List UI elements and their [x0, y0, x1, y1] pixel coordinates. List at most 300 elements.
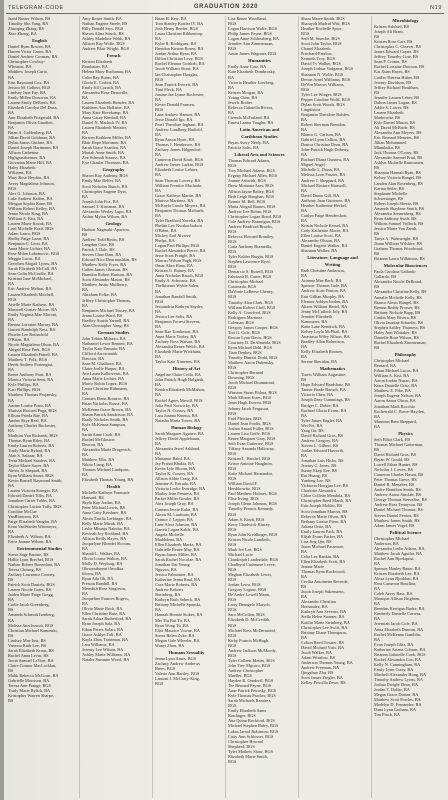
graduate-name: Alexandra Nicole DeBrand, — [374, 279, 423, 285]
graduate-name: Hershkowitz, BGS — [228, 486, 261, 492]
graduate-name: Lane Alexi Johnson, BA — [155, 521, 198, 527]
graduate-name: Jesse Donald Igo, BA — [155, 116, 193, 122]
graduate-name: Eleanor Ashlyn Jordan, BA — [301, 298, 349, 304]
graduate-name: Emily A. Schwartz, BA — [155, 278, 196, 284]
graduate-name: Sheinberg, BA — [155, 592, 181, 598]
graduate-name: Lisa Renee Woodland, — [228, 16, 267, 21]
graduate-name: BA — [374, 413, 380, 419]
graduate-name: Carmen Elena Romero, BA — [82, 396, 130, 402]
graduate-name: Michelle Kathryn Yonnuzie — [82, 490, 130, 496]
graduate-name: BA — [155, 440, 161, 446]
graduate-name: Jessica Marie Van Zandt, — [374, 225, 418, 231]
graduate-name: Brendon Kirsten Rosen, BA — [155, 46, 204, 52]
graduate-name: Matthew Thomas Projansky, — [8, 392, 58, 398]
graduate-name: Nguyen, BA — [155, 567, 177, 573]
graduate-name: BGS — [155, 681, 164, 687]
graduate-name: Allison Reilly Hayes, BA — [82, 535, 127, 541]
graduate-name: Kristen Nicole Lambeth, — [228, 536, 271, 542]
graduate-name: Paola Carolina Gallardo — [374, 269, 416, 275]
graduate-name: Mary Kate Hovekamp, BA — [82, 109, 129, 115]
graduate-name: Marco Robin Lopez, BGS — [82, 381, 128, 387]
graduate-name: BGS — [228, 46, 237, 52]
graduate-name: De'Andre Lowell Mann, — [228, 592, 270, 598]
graduate-name: Idowu, BA — [82, 571, 102, 577]
graduate-name: Alexandra Rose Deauville, — [82, 89, 129, 95]
graduate-name: Katie Lane Kendrick, BA — [301, 323, 346, 329]
graduate-name: BGS — [8, 296, 17, 302]
graduate-name: Sarah Anne Cook, BA — [82, 431, 121, 437]
graduate-name: Sarah Adora Rutherford, BA — [82, 616, 132, 622]
graduate-name: Stephen Ashley Thurness, BS — [374, 324, 426, 330]
section-heading: Liberal Arts and Sciences — [234, 152, 285, 158]
graduate-name: Sierra Sage Barone, BS — [8, 551, 49, 557]
graduate-name: BGS — [228, 476, 237, 482]
graduate-name: Sharayah Mudrid Witt, BGS — [301, 21, 350, 27]
graduate-name: Sarah Margaret Aguirre, BA — [155, 430, 204, 436]
graduate-name: Colton Reed Towner, BS — [301, 639, 344, 645]
graduate-name: Madelyn D. Fernandez, BA — [374, 702, 422, 708]
graduate-name: BGS — [228, 385, 237, 391]
graduate-name: Tanya A. Wainwright, BS — [374, 236, 419, 242]
graduate-name: Mlambuka, BS — [374, 145, 401, 151]
graduate-name: Sean P. Cronin, BS — [374, 59, 407, 65]
section-heading: Philosophy — [394, 352, 417, 358]
graduate-name: Brian H. Kerr, BA — [155, 16, 187, 21]
graduate-name: Bryan James Miller, BA — [155, 551, 197, 557]
graduate-name: Alexandra Christine Kelly, BS — [374, 289, 427, 295]
graduate-name: Lisa Jing Qin, BS — [301, 538, 332, 544]
graduate-name: Ryan Michael Dehl, BGS — [228, 344, 272, 350]
graduate-name: BA — [155, 36, 161, 42]
graduate-name: Meggie Lucas, BA — [8, 256, 41, 262]
section-heading: Latin American and — [239, 126, 280, 132]
graduate-name: Jessamdria Kathryn Snyder, — [155, 303, 204, 309]
graduate-name: Lukas Jarrod Robinson, BGS — [228, 728, 279, 734]
graduate-name: Scott Nicholas Bunch, BA — [82, 183, 128, 189]
graduate-name: Caleb Avery Bass, BA — [374, 591, 413, 597]
graduate-name: Peter Michael Lewis, BS — [82, 505, 125, 511]
graduate-name: Kari Phillips, BGS — [8, 387, 41, 393]
graduate-name: Phelim Leo Nwakochukwu — [155, 222, 203, 228]
graduate-name: McKayla Carole Meyers, BA — [155, 202, 206, 208]
graduate-name: George Thomas Siervalise, BS — [374, 497, 427, 503]
graduate-name: BA — [82, 391, 88, 397]
graduate-name: Sarah Rachel Nocolae, BA — [155, 556, 202, 562]
graduate-name: Logan Harrison Wolfe, BGS — [228, 26, 277, 32]
graduate-name: BS — [374, 446, 380, 452]
graduate-name: Travis William Augustine, — [301, 372, 347, 378]
graduate-name: Ryan Wong Tu, BA — [155, 622, 189, 628]
graduate-name: Kathryn Ruth Sobeck, BA — [155, 597, 201, 603]
graduate-name: Ashlyn Michelle Rasmussen, — [374, 160, 425, 166]
graduate-name: Samuel T. Kirtsman, BA — [82, 203, 125, 209]
graduate-name: Alexandra Ann Meyers, BS — [374, 130, 422, 136]
column-5 — [298, 16, 366, 798]
graduate-name: Dylan James Guthrie, BA — [8, 140, 53, 146]
graduate-name: Amy Renee Smith, BA — [82, 16, 122, 21]
graduate-name: Rebecca Howard Brantley, — [228, 233, 275, 239]
graduate-name: Nicole Magdalena Olson, BA — [8, 342, 60, 347]
graduate-name: BA — [374, 423, 380, 429]
graduate-name: DeVon Marcus Williams, — [301, 81, 345, 87]
graduate-name: Emily Elizabeth Sams — [228, 708, 267, 714]
graduate-name: Anna Caity Kershner, BA — [82, 510, 127, 516]
graduate-name: Jonathan Mark Rocchio — [374, 403, 416, 409]
graduate-name: BS — [374, 230, 380, 236]
graduate-name: Robert Joseph Sheetz, BS — [374, 200, 419, 206]
graduate-name: Elizabeth Marie Smith, — [228, 753, 268, 759]
graduate-name: Danielle Rose Wilson, BS — [374, 334, 419, 340]
graduate-name: Ann Elizabeth Fitzgerald, BA — [8, 114, 60, 120]
graduate-name: Kyle Daniel Mason, BS — [374, 119, 416, 125]
graduate-name: Benjamin Thomas Michaels, — [155, 207, 205, 213]
graduate-name: BGS — [228, 703, 237, 709]
graduate-name: Andrew Freeman, BA — [301, 664, 340, 670]
graduate-name: Rebecca Gabriella Rivera, — [228, 104, 274, 110]
graduate-name: Rachel Lorraine Dawson, BS — [374, 64, 425, 70]
section-heading: French — [106, 53, 121, 59]
graduate-name: Joseph Ali Brant, — [374, 29, 404, 35]
graduate-name: Xiao Zhong, BA — [8, 31, 37, 37]
graduate-name: Taylor N. Conroy, BA — [155, 407, 194, 413]
graduate-name: Justine Louise Prato, BA — [8, 402, 51, 408]
graduate-name: Victoria Heather Loerberg, — [228, 79, 275, 85]
graduate-name: Arianna Mae Beck, BA — [301, 278, 342, 284]
graduate-name: Gabrielle Renee May, BA — [155, 546, 200, 552]
graduate-name: Brittany Michelle Spanski, — [155, 602, 202, 608]
graduate-name: Carla Anthony Bramzilla, — [228, 244, 273, 250]
graduate-name: Caroline McCue — [8, 508, 37, 514]
graduate-name: BA — [374, 616, 380, 622]
graduate-name: Kelly N. Cunningham, BA — [374, 661, 421, 667]
graduate-name: Mariah Anne Smith, BA — [82, 150, 125, 156]
graduate-name: Thelkisener Wylde Saleu, — [155, 283, 200, 289]
graduate-name: Olivia Louise Walton, BA — [82, 555, 127, 561]
graduate-name: Adam Winslow, BS — [301, 654, 335, 660]
graduate-name: Monica Victoria Sens, BA — [8, 377, 54, 383]
graduate-name: Rachael Diana Gunrow, BA — [301, 157, 350, 163]
graduate-name: Kyle McKenna Sampson, — [82, 421, 127, 427]
graduate-name: Kevin Lyle Bloom, BA — [155, 466, 196, 472]
graduate-name: Kylie R. Rodriguez, BA — [155, 41, 197, 47]
graduate-name: Sean Rae Tomlinson, BA — [155, 328, 199, 334]
graduate-name: Teresa Cheung, BS — [8, 567, 41, 573]
graduate-name: Gabrielle Morrison, BA — [8, 678, 50, 684]
graduate-name: Evan VanWarder Wittmeyer, — [8, 523, 58, 529]
section-heading: Writing — [324, 262, 341, 268]
graduate-name: Andrew Roberts — [155, 587, 184, 593]
graduate-name: BS — [374, 34, 380, 40]
graduate-name: Ashley Madeline Webb, BA — [82, 36, 131, 42]
graduate-name: Wanyi Zhou, BA — [155, 642, 185, 648]
graduate-name: O'Brien, BA — [155, 227, 177, 233]
graduate-name: BGS — [228, 541, 237, 547]
graduate-name: Andrew Scott Fenton, BA — [301, 288, 346, 294]
graduate-name: BGS — [228, 450, 237, 456]
graduate-name: Andre Hamilton Smith, BS — [374, 487, 421, 493]
graduate-name: VanBlaricom, BA — [8, 513, 39, 519]
graduate-name: Lauren Lisa Goffe, BGS — [228, 430, 271, 436]
graduate-name: Jordan Edward Haworth, — [301, 447, 345, 453]
graduate-name: Pepper Caroline Wolff, BGS — [301, 96, 351, 102]
graduate-name: Kristopher Warren Sharpe, — [8, 693, 54, 699]
graduate-name: Shannon N. Wolfe, BGS — [301, 71, 344, 77]
graduate-name: Edward Daniel Tillis, BA — [8, 493, 52, 499]
graduate-name: Sunny Ekeji Eze, BS — [301, 468, 338, 474]
graduate-name: Jacquelyne Blondel Slocum, — [82, 540, 132, 546]
graduate-name: BS — [374, 345, 380, 350]
graduate-name: Christopher Eugene Dyer, — [82, 188, 127, 194]
graduate-name: Shandi L. Walker, BA — [82, 550, 120, 556]
graduate-name: Meagan Sophia Kane, BS — [8, 200, 53, 206]
graduate-name: BGS — [228, 597, 237, 603]
graduate-name: Jillian David Goldman, BA — [8, 135, 56, 141]
graduate-name: Jaiden Marie Paige Gregg, — [8, 592, 54, 598]
graduate-name: BA — [301, 412, 307, 418]
graduate-name: Jennifer Elizabeth — [301, 313, 333, 319]
graduate-name: Haley Elizabeth — [8, 165, 36, 171]
graduate-name: Annalie Michelle Kelly, BS — [374, 294, 422, 300]
graduate-name: BA — [301, 187, 307, 193]
graduate-name: BA — [155, 392, 161, 398]
graduate-name: David Richard Gros, BS — [374, 451, 417, 457]
graduate-name: Claire Connor MacLachlan, — [8, 662, 57, 668]
graduate-name: BA — [228, 84, 234, 90]
graduate-name: Allison Jayne Bailey, BGS — [228, 188, 275, 194]
section-heading: Humans Sexuality — [168, 649, 205, 655]
section-heading: Literature, Language and — [307, 255, 358, 261]
graduate-name: Rachel McKenna Gamblin, — [374, 631, 422, 637]
graduate-name: Kate Elizabeth Dombrosky, — [228, 69, 276, 75]
graduate-name: Zachary Ross Watson, BA — [155, 339, 201, 344]
graduate-name: Rachael Gloria Evans, BA — [301, 407, 347, 413]
graduate-name: James Edward Coyne, BS — [374, 49, 419, 55]
graduate-name: Brian Nicholas Rouse, BA — [82, 401, 128, 407]
graduate-name: BGS — [155, 298, 164, 304]
graduate-name: Andrew Lee Bohm, BGS — [228, 208, 272, 214]
graduate-name: Rebecca Marie Olson, BA — [301, 513, 347, 519]
graduate-name: Emily Lauren Roberts, BA — [8, 442, 55, 448]
graduate-name: BA — [82, 130, 88, 136]
graduate-name: BA — [301, 116, 307, 122]
graduate-name: Nathan Eugene Steele, BS — [82, 21, 128, 27]
graduate-name: Erin Raymond Cox, BA — [8, 79, 50, 85]
graduate-name: BA — [155, 323, 161, 329]
graduate-name: Angela Michelle — [155, 531, 184, 537]
graduate-name: Eric Bernard Menzies, BS — [374, 135, 420, 141]
graduate-name: Kristen Rose Carr, BS — [374, 39, 413, 45]
graduate-name: Rachel McGlasson — [82, 436, 115, 442]
graduate-name: BGS — [228, 642, 237, 648]
graduate-name: Melissa Ann Jezouit, BGS — [8, 622, 54, 628]
graduate-name: BGS — [301, 86, 310, 92]
section-heading: Molecular Biosciences — [383, 263, 428, 269]
graduate-name: Spencer Thomas Gale, BA — [301, 283, 347, 289]
graduate-name: Matthew T. Polk, BGS — [8, 357, 48, 363]
graduate-name: Kristen Morgan, BA — [228, 89, 264, 95]
graduate-name: Blair Hope Mortimer, BA — [82, 140, 127, 146]
graduate-name: Hansard, BS — [82, 495, 104, 501]
graduate-name: BA — [374, 601, 380, 607]
graduate-name: Devon Arnel Williams, BGS — [301, 76, 351, 82]
graduate-name: Carlie Jacob Greenberg, — [8, 602, 50, 608]
graduate-name: Dillon Christian Levy, BGS — [155, 56, 203, 62]
graduate-name: Jewels Rodier — [228, 99, 253, 105]
graduate-name: Bradley Allan Robertson, — [301, 338, 345, 344]
graduate-name: Jennifer Lauren Leber, BS — [374, 94, 420, 100]
graduate-name: Jhann William Wilshire, BS — [374, 241, 422, 247]
graduate-name: Gregory Logino, BGS — [228, 587, 267, 593]
graduate-name: Ashley Marie Williams, BA — [82, 651, 131, 657]
graduate-name: Haley Ann Whitaker, BS — [374, 329, 417, 335]
graduate-name: Jordan Arthur Ryan, BA — [155, 51, 197, 57]
graduate-name: Ryan Anson Hyatt, BA — [155, 137, 195, 143]
graduate-name: Trudy Marie Rylick, BA — [8, 688, 51, 694]
graduate-name: Laura Christine Rühmann, — [82, 386, 128, 392]
graduate-name: Lowell Ethan Hunter, BS — [374, 462, 418, 468]
graduate-name: Lauren Marie Kozak, BA — [8, 220, 52, 226]
graduate-name: Anna Elizabeth Duncan, BA — [374, 626, 424, 632]
graduate-name: John Tobias Milazzo, BA — [82, 335, 126, 341]
graduate-name: Christopher Reed Marsh, BA — [301, 498, 352, 504]
graduate-name: Alexander Wesley Lupo, BA — [82, 208, 132, 214]
graduate-name: Omar Abeo Rana, BA — [155, 263, 193, 269]
graduate-name: Rachel Anna Levin, BS — [8, 652, 49, 658]
graduate-name: BGS — [228, 652, 237, 658]
graduate-name: BA — [8, 617, 14, 623]
graduate-name: BA — [155, 382, 161, 388]
graduate-name: Tom Stanley Kottler IV, BA — [155, 21, 204, 27]
graduate-name: BA — [82, 601, 88, 607]
graduate-name: Rocheirald C. Rowe-Hayden, — [374, 408, 425, 414]
graduate-name: Michael Stephen Raley, BGS — [228, 723, 279, 729]
graduate-name: Connor J. Lepper, BA — [155, 516, 193, 522]
graduate-name: Christopher Michael — [228, 279, 264, 285]
graduate-name: Jennifer Ann Zimmerman, — [228, 41, 274, 47]
graduate-name: Jeffery Christopher Thomas, — [82, 297, 132, 303]
graduate-name: Kathryn Ann Severns, BA — [301, 609, 347, 615]
graduate-name: Benjamin Michael Tussey, BA — [82, 307, 135, 313]
graduate-name: Jacob Samuel LeVine, BA — [8, 657, 54, 663]
scan-edge — [0, 0, 4, 800]
graduate-name: Skyla Kay Jordan, BA — [82, 500, 121, 506]
graduate-name: Andrew Jackson McMoody, — [228, 647, 277, 653]
graduate-name: Sarah Michaels Ramirez, — [228, 698, 272, 704]
graduate-name: Matthew Kelly Fryer, BA — [82, 262, 127, 268]
graduate-name: BGS — [228, 622, 237, 628]
graduate-name: Emily Millen Donovan, BA — [8, 94, 56, 100]
graduate-name: Seth Elliot Clark, BS — [374, 436, 411, 442]
graduate-name: Elizabeth Carolyn Del Duca, — [8, 104, 58, 110]
graduate-name: Andrew James Larkin, BGS — [155, 162, 204, 168]
graduate-name: Marissa Martinez, BA — [155, 197, 194, 203]
graduate-name: Grace Kathryn Martin, BA — [155, 192, 202, 198]
graduate-name: Daniel N. Marlock IV, BA — [82, 119, 128, 125]
graduate-name: Tee Bernard Payne, BGS — [228, 683, 272, 689]
graduate-name: Caity Ann Schlosser, BGS — [228, 733, 274, 739]
graduate-name: Sean M. Ghalhorn, BA — [82, 361, 122, 367]
graduate-name: Brenna Reddy Prosser, BS — [374, 304, 420, 310]
graduate-name: Joseph Eugene Nelson, BA — [374, 393, 422, 399]
graduate-name: Timothy Dimitri Dodd, BGS — [228, 355, 278, 361]
graduate-name: Daniel Joseph Hartmann, BA — [8, 145, 59, 151]
column-4 — [225, 16, 293, 798]
graduate-name: Tyler James Engler, BA — [301, 417, 343, 423]
graduate-name: Avery Magdalena Johnson, — [8, 180, 55, 186]
graduate-name: Matthew James Smith, BS — [374, 517, 420, 523]
graduate-name: Jay Prahal Bhakta, BA — [155, 461, 195, 467]
graduate-name: Benjamin Theodore Bolden, — [301, 111, 350, 117]
graduate-name: Mary Rose Heyden, BA — [8, 175, 50, 181]
graduate-name: Jenna Lynn Ames, BGS — [155, 655, 197, 661]
graduate-name: Shaun Patrick Sanderson, BA — [82, 411, 134, 417]
column-6 — [371, 16, 439, 798]
graduate-name: Jesse Scott Pringle, BA — [155, 253, 196, 259]
graduate-name: Blanco G. Carlson, BA — [301, 132, 341, 138]
graduate-name: BA — [301, 217, 307, 223]
graduate-name: Rui Huang, BS — [301, 473, 328, 479]
graduate-name: Jeanne Marie — [301, 564, 325, 570]
graduate-name: Rachel Alexandra Pierce, BA — [155, 248, 206, 254]
graduate-name: Lauren Elizabeth Patrell, BA — [8, 352, 58, 358]
graduate-name: Lauren Elizabeth — [374, 109, 404, 115]
graduate-name: Christopher Bernard — [228, 370, 264, 376]
graduate-name: Williams, BA — [8, 170, 32, 176]
graduate-name: Edward Nico Dourmashkin, BS — [82, 257, 137, 263]
graduate-name: BS — [8, 668, 14, 673]
graduate-name: Zoe Schmidt Strauss, BA — [82, 155, 126, 161]
graduate-name: Amanda Shaylene Smith, BS — [374, 205, 425, 211]
graduate-name: Kelley Priscilla Zewe, BS — [301, 680, 346, 686]
graduate-name: Lara Joanna Kinetta, BA — [155, 412, 198, 418]
graduate-name: Downing, BGS — [228, 375, 255, 381]
graduate-name: BGS — [228, 577, 237, 583]
graduate-name: Kristen L. Hatchel, BGS — [228, 455, 271, 461]
graduate-name: Casteneda, BGS — [228, 284, 257, 290]
graduate-name: Claire Joelle Harper, BA — [82, 366, 125, 372]
graduate-name: BGS — [228, 365, 237, 371]
graduate-name: Rasdinger, BGS — [228, 713, 256, 719]
graduate-name: Tiara Denkey, BGS — [228, 350, 262, 355]
graduate-name: Brittany Nichole Rapp, BS — [374, 309, 421, 315]
graduate-name: Darren Victor Carter, BA — [8, 49, 52, 55]
graduate-name: Marcus Wilson Pugh, BGS — [155, 258, 202, 264]
graduate-name: Rachel Elizabeth Zimmerman, — [374, 339, 427, 345]
graduate-name: BA — [301, 344, 307, 349]
graduate-name: Malik Rebecca McCourt, BA — [8, 673, 59, 679]
graduate-name: Paul Matthew Holmes, BGS — [228, 491, 277, 497]
graduate-name: O'Brien, BA — [8, 336, 30, 342]
graduate-name: Dana Lynn Gotham, BA — [374, 707, 417, 713]
graduate-name: Lauren Emily DeBroth, BA — [8, 99, 56, 105]
graduate-name: Bethany Louise Piero, BA — [301, 518, 347, 524]
column-1 — [6, 16, 73, 798]
graduate-name: Christian Michael Kaminski, — [8, 627, 58, 633]
graduate-name: Kyle Thomas Pracker, BGS — [228, 693, 276, 699]
graduate-name: Seth M. Stuecke, BGS — [301, 36, 340, 42]
graduate-name: Alan Christopher Yang, BS — [82, 322, 129, 328]
section-heading: Geography — [102, 167, 125, 173]
graduate-name: Alexandra Marie Dragovich, — [82, 446, 132, 452]
graduate-name: Ryan Joseph Sala, BA — [82, 621, 121, 627]
graduate-name: Andrew Aaron Sinclair, BS — [374, 492, 422, 498]
graduate-name: Jacob Joseph Sukenstein, — [301, 589, 345, 595]
graduate-name: BS — [82, 231, 88, 237]
graduate-name: Anderson, BA — [374, 540, 399, 546]
graduate-name: Serene Sheridan, BA — [301, 359, 338, 365]
graduate-name: Luke Andrew Kaffen, BA — [8, 195, 53, 201]
graduate-name: Mamoun Bent Sheppard, — [374, 418, 418, 424]
